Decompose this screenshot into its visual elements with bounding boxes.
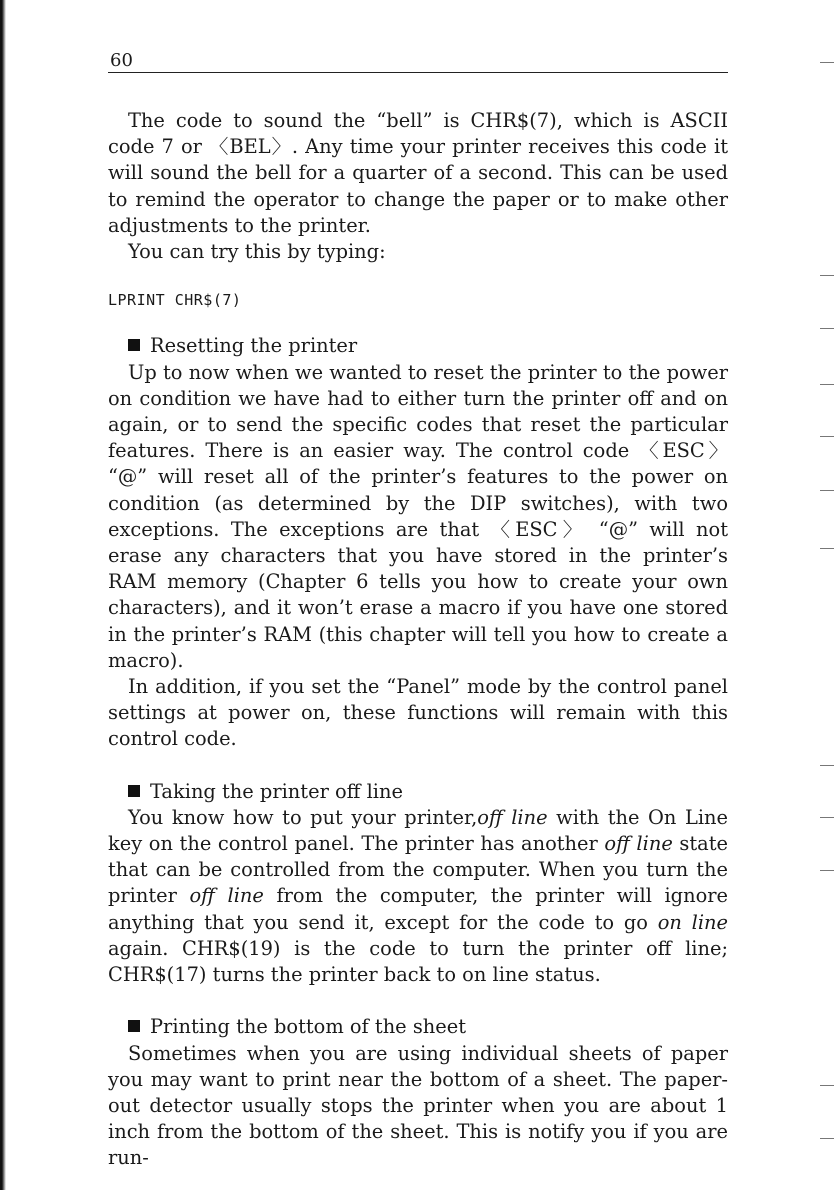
section-heading-text: Resetting the printer [150, 334, 358, 358]
section-heading-text: Printing the bottom of the sheet [150, 1015, 466, 1039]
bullet-icon [128, 785, 140, 797]
resetting-paragraph: Up to now when we wanted to reset the printer to the power on condition we have had to either turn the printer off and on again, or to send the specific codes that reset the particular features. There is an easier way. The control code 〈ESC〉 “@” will reset all of the printer’s features to the power on condition (as determined by the DIP switches), with two exceptions. The exceptions are that 〈ESC〉 “@” will not erase any characters that you have stored in the printer’s RAM memory (Chapter 6 tells you how to create your own characters), and it won’t erase a macro if you have one stored in the printer’s RAM (this chapter will tell you how to create a macro). [108, 360, 728, 672]
bullet-icon [128, 1020, 140, 1032]
binding-edge [0, 0, 6, 1190]
bullet-icon [128, 339, 140, 351]
section-heading-resetting [108, 333, 728, 359]
section-heading-text: Taking the printer off line [150, 779, 403, 803]
page-header [108, 50, 728, 73]
page-body [108, 108, 728, 1172]
bottom-paragraph: Sometimes when you are using individual sheets of paper you may want to print near the bottom of a sheet. The paper-out detector usually stops the printer when you are about 1 inch from the bottom of the sheet. This is notify you if you are run- [108, 1041, 728, 1170]
code-example: LPRINT CHR$(7) [108, 291, 242, 310]
offline-paragraph: You know how to put your printer,off line with the On Line key on the control panel. The printer has another off line state that can be controlled from the computer. When you turn the printer off line from the computer, the printer will ignore anything that you send it, except for the code to go on line again. CHR$(19) is the code to turn the printer off line; CHR$(17) turns the printer back to on line status. [108, 805, 729, 987]
section-heading-bottom [108, 1014, 728, 1040]
intro-paragraph: The code to sound the “bell” is CHR$(7), which is ASCII code 7 or 〈BEL〉. Any time your printer receives this code it will sound the bell for a quarter of a second. This can be used to remind the operator to change the paper or to make other adjustments to the printer. [108, 109, 728, 237]
resetting-paragraph-2: In addition, if you set the “Panel” mode by the control panel settings at power on, these functions will remain with this control code. [108, 675, 728, 751]
intro-instruction: You can try this by typing: [128, 240, 386, 264]
page-number: 60 [110, 50, 133, 71]
section-heading-offline [108, 779, 728, 805]
